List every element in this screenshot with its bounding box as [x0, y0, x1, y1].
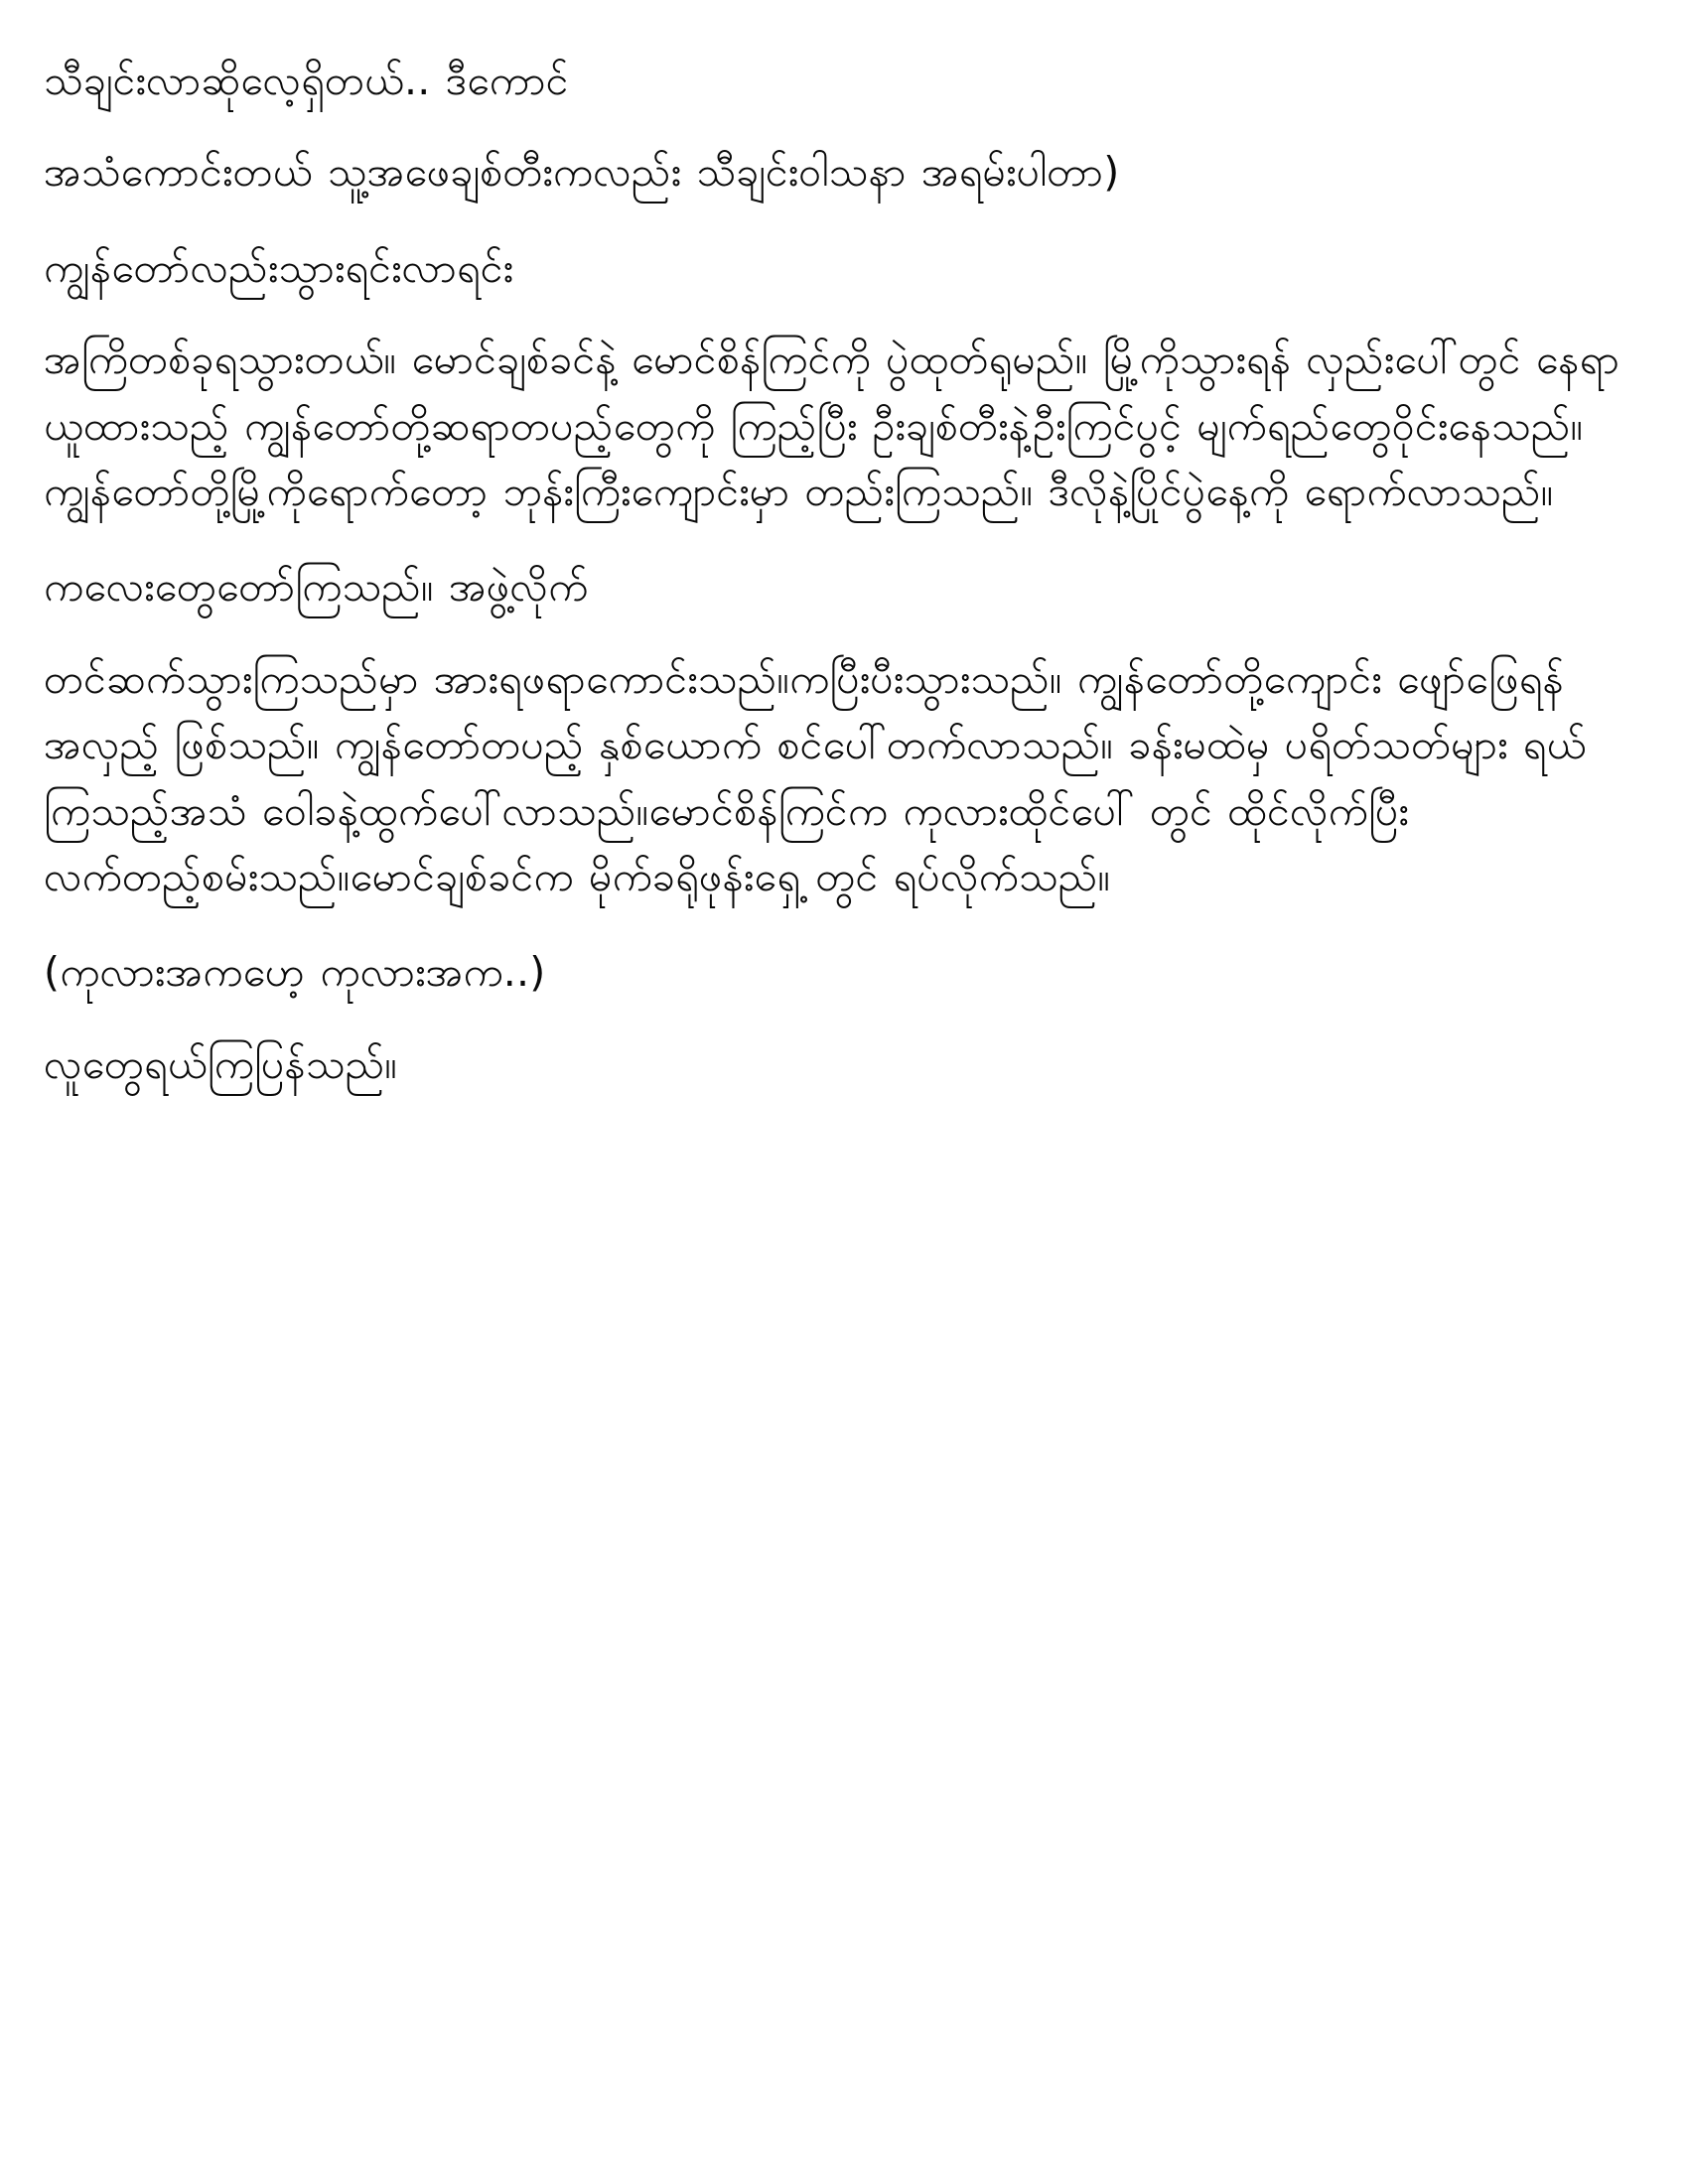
paragraph: အသံကောင်းတယ် သူ့အဖေချစ်တီးကလည်း သီချင်းဝါသနာ အရမ်းပါတာ) [44, 148, 1120, 197]
paragraph: လူတွေရယ်ကြပြန်သည်။ [44, 1039, 398, 1088]
paragraph: သီချင်းလာဆိုလေ့ရှိတယ်.. ဒီကောင် [44, 57, 569, 104]
paragraph: အကြိတစ်ခုရသွားတယ်။ မောင်ချစ်ခင်နဲ့ မောင်စိန်ကြင်ကို ပွဲထုတ်ရုမည်။ မြို့ကိုသွားရန် လှည်းပေါ်တွင် နေရာယူထားသည့် ကျွန်တော်တို့ဆရာတပည့်တွေကို ကြည့်ပြီး ဦးချစ်တီးနဲ့ဦးကြင်ပွင့် မျက်ရည်တွေဝိုင်းနေသည်။ ကျွန်တော်တို့မြို့ကိုရောက်တော့ ဘုန်းကြီးကျောင်းမှာ တည်းကြသည်။ ဒီလိုနဲ့ပြိုင်ပွဲနေ့ကို ရောက်လာသည်။ [44, 336, 1620, 516]
paragraph: တင်ဆက်သွားကြသည်မှာ အားရဖရာကောင်းသည်။ကပြီးပီးသွားသည်။ ကျွန်တော်တို့ကျောင်း ဖျော်ဖြေရန်အလှည့် ဖြစ်သည်။ ကျွန်တော်တပည့် နှစ်ယောက် စင်ပေါ်တက်လာသည်။ ခန်းမထဲမှ ပရိတ်သတ်များ ရယ်ကြသည့်အသံ ဝေါခနဲ့ထွက်ပေါ်လာသည်။မောင်စိန်ကြင်က ကုလားထိုင်ပေါ် တွင် ထိုင်လိုက်ပြီး လက်တည့်စမ်းသည်။မောင်ချစ်ခင်က မိုက်ခရိုဖုန်းရှေ့ တွင် ရပ်လိုက်သည်။ [44, 654, 1587, 901]
paragraph: ကျွန်တော်လည်းသွားရင်းလာရင်း [44, 243, 514, 292]
document-body [44, 48, 1628, 1097]
paragraph: ကလေးတွေတော်ကြသည်။ အဖွဲ့လိုက် [44, 563, 589, 612]
paragraph: (ကုလားအကဟေ့ ကုလားအက..) [44, 948, 546, 997]
